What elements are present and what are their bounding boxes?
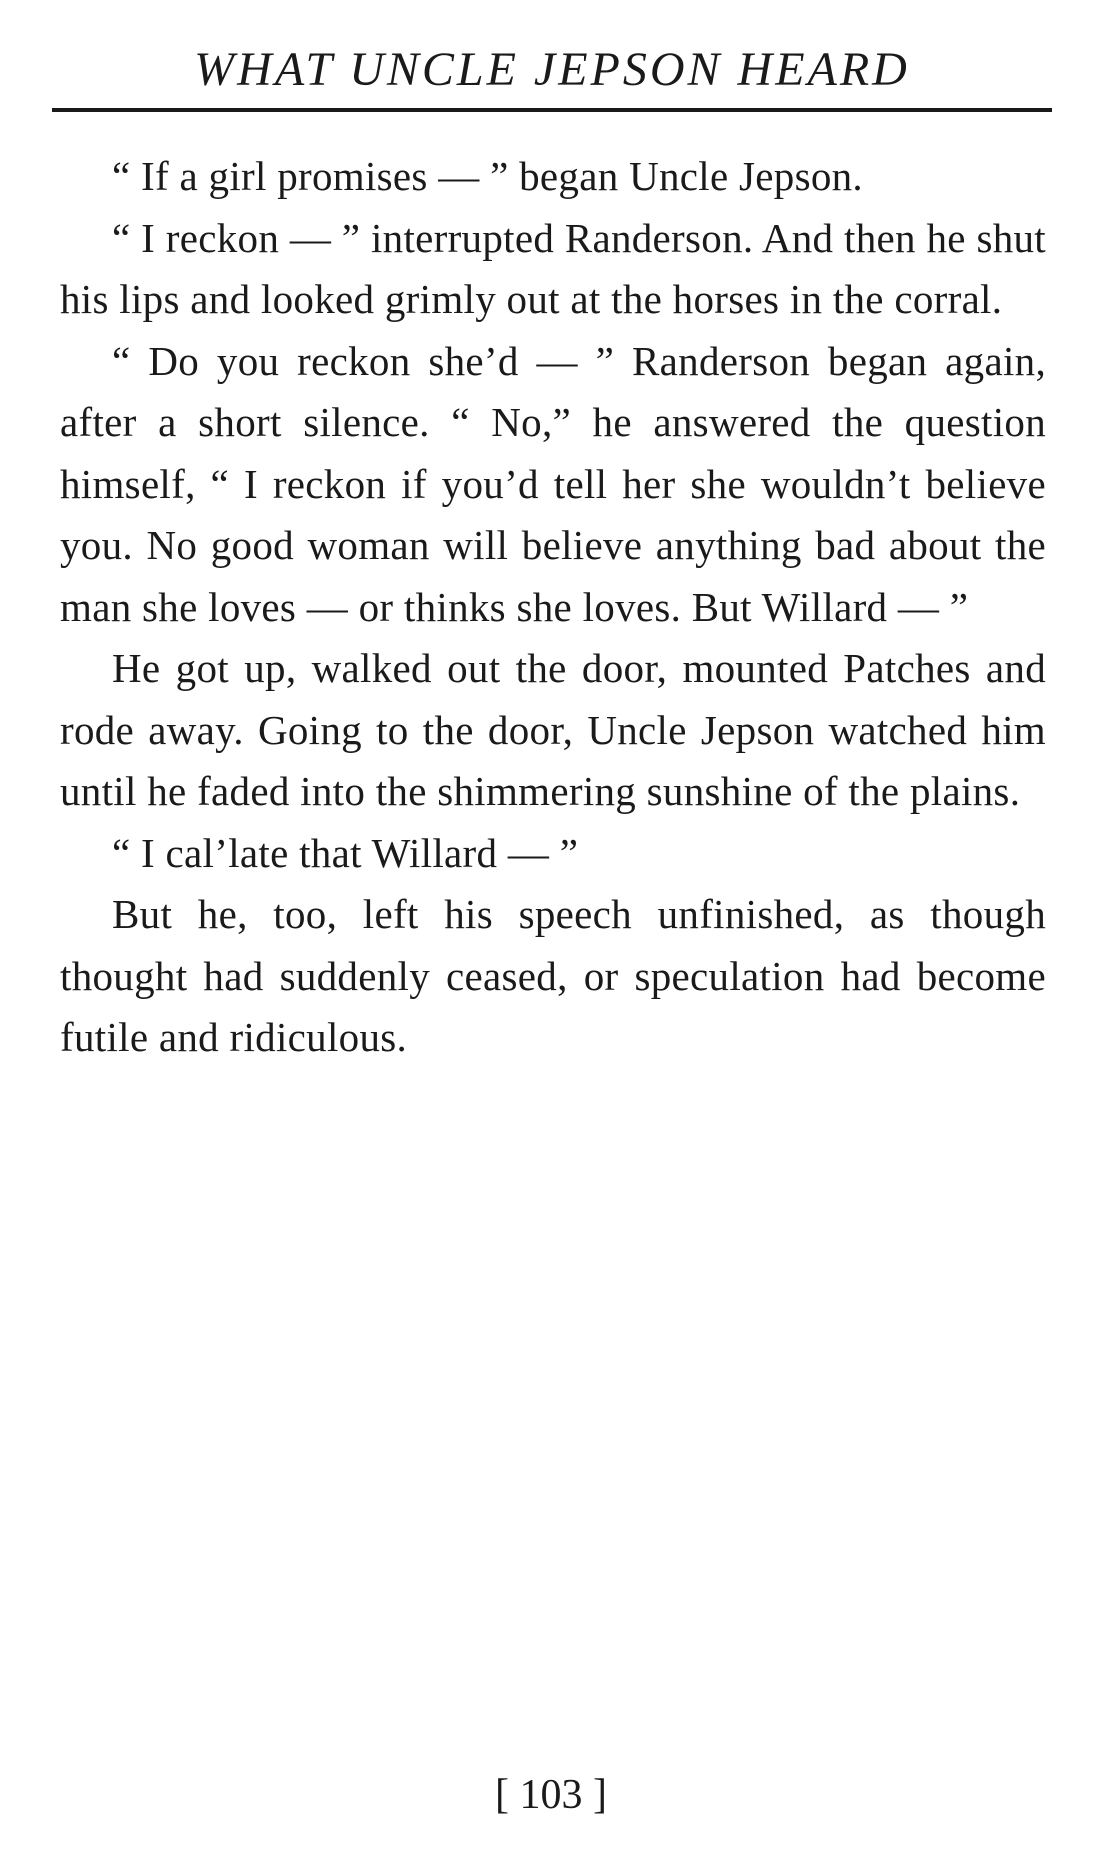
paragraph: “ Do you reckon she’d — ” Randerson began again, after a short silence. “ No,” he answered the question himself, “ I reckon if you’d tell her she wouldn’t believe you. No good woman will believe anything bad about the man she loves — or thinks she loves. But Willard — ” xyxy=(60,337,1046,630)
paragraph: But he, too, left his speech unfinished, as though thought had suddenly ceased, or speculation had become futile and ridiculous. xyxy=(60,891,1046,1060)
header-rule xyxy=(52,108,1052,112)
paragraph: “ I reckon — ” interrupted Randerson. And then he shut his lips and looked grimly out at the horses in the corral. xyxy=(60,214,1046,322)
paragraph: “ I cal’late that Willard — ” xyxy=(112,829,579,876)
body-text xyxy=(60,146,1046,1069)
paragraph: “ If a girl promises — ” began Uncle Jepson. xyxy=(112,153,863,199)
page-number: [ 103 ] xyxy=(495,1772,607,1818)
running-head: WHAT UNCLE JEPSON HEARD xyxy=(194,43,910,96)
paragraph: He got up, walked out the door, mounted Patches and rode away. Going to the door, Uncle Jepson watched him until he faded into the shimmering sunshine of the plains. xyxy=(60,645,1046,814)
